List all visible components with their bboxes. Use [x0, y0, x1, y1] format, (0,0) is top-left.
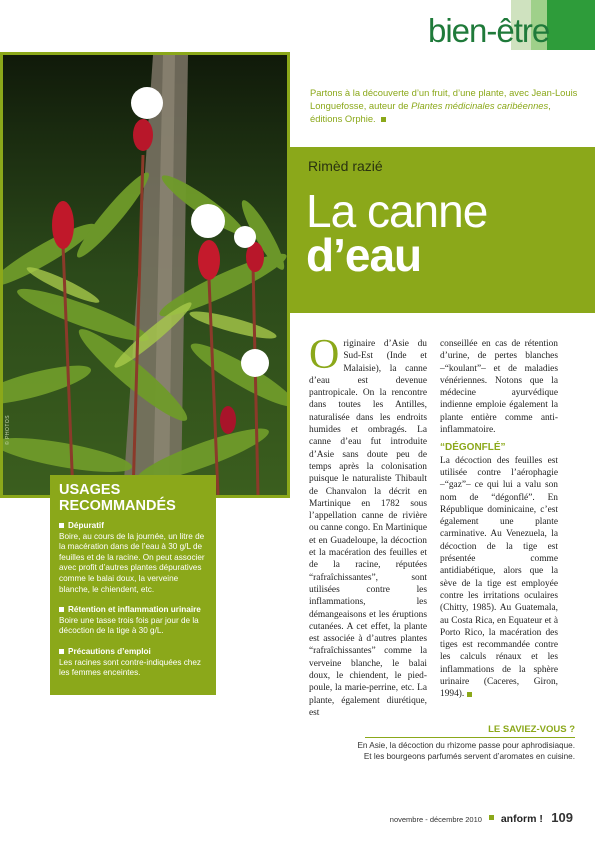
plant-illustration	[3, 55, 287, 495]
magazine-name: anform !	[500, 813, 543, 825]
article-intro	[310, 86, 580, 125]
usages-list	[59, 521, 211, 689]
bullet-square	[59, 607, 64, 612]
usages-box	[50, 475, 216, 695]
usage-item	[59, 605, 211, 637]
column-1-text: riginaire d’Asie du Sud-Est (Inde et Malaisie), la canne d’eau est devenue pantropicale. On la rencontre dans toutes les Antilles, naturalisée dans les endroits humides et ombragés. La canne d’eau fut introduite d’Asie sans doute peu de temps après la colonisation puisque le naturaliste Thibault de Chanvalon la décrit en Martinique en 1782 sous l’appellation canne de rivière ou canne congo. En Martinique et en Guadeloupe, la décoction et la macération des feuilles et de la racine, réputées “rafraîchissantes”, sont utilisées contre les inflammations, les démangeaisons et les éruptions cutanées. A cet effet, la plante est associée à d’autres plantes “rafraîchissantes” comme la verveine blanche, le balai doux, le chiendent, le pied-poule, la marie-perrine, etc. La plante, également diurétique, est	[309, 339, 427, 718]
header-bar-dark	[547, 0, 595, 50]
usages-title: USAGES RECOMMANDÉS	[59, 482, 176, 514]
end-mark	[467, 692, 472, 697]
article-column-1	[309, 332, 427, 719]
subheading: “DÉGONFLÉ”	[440, 442, 506, 454]
intro-text-after: , éditions Orphie.	[310, 100, 551, 124]
end-mark	[489, 815, 494, 820]
divider	[365, 737, 575, 738]
drop-cap: O	[309, 332, 340, 378]
column-2-text-b: La décoction des feuilles est utilisée contre l’aérophagie –“gaz”– ce qui lui a valu son nom de “dégonflé”. En République dominicaine, c’est également une plante carminative. Au Venezuela, la décoction de la tige est présentée comme antidiabétique, alors que la sève de la tige est employée contre les irritations oculaires (Chitty, 1985). Au Guatemala, au Costa Rica, en Equateur et à Porto Rico, la macération des tiges est recommandée contre les calculs rénaux et les inflammations de la sphère urinaire (Caceres, Giron, 1994).	[440, 455, 558, 700]
did-you-know-text: En Asie, la décoction du rhizome passe pour aphrodisiaque. Et les bourgeons parfumés servent d’aromates en cuisine.	[357, 741, 575, 761]
usage-item	[59, 521, 211, 595]
column-2-text-a: conseillée en cas de rétention d’urine, de pertes blanches –“koulant”– et de maladies vénériennes. Notons que la médecine ayurvédique indienne emploie également la plante entière comme anti-inflammatoire.	[440, 339, 558, 436]
bullet-square	[59, 649, 64, 654]
article-kicker: Rimèd razié	[308, 158, 383, 174]
section-title: bien-être	[428, 12, 550, 49]
article-title-line1: La canne	[306, 185, 488, 237]
end-mark	[381, 117, 386, 122]
photo-credit: © PHOTOS	[5, 414, 11, 445]
usage-item	[59, 647, 211, 679]
usage-item-title: Rétention et inflammation urinaire	[68, 605, 201, 615]
issue-date: novembre - décembre 2010	[389, 815, 482, 824]
did-you-know-box	[355, 724, 575, 763]
usage-item-text: Boire, au cours de la journée, un litre de la macération dans de l’eau à 30 g/L de feuilles et de la racine. On peut associer avec profit d’autres plantes dépuratives comme le balai doux, la verveine blanche, le chiendent, etc.	[59, 531, 205, 594]
did-you-know-title: LE SAVIEZ-VOUS ?	[488, 724, 575, 735]
intro-text-before: Partons à la découverte d’un fruit, d’une plante, avec Jean-Louis Longuefosse, auteur de	[310, 87, 578, 111]
page-footer	[390, 809, 573, 827]
article-title-line2: d’eau	[306, 229, 422, 281]
intro-book-title: Plantes médicinales caribéennes	[411, 100, 549, 111]
usage-item-title: Dépuratif	[68, 521, 104, 530]
usage-item-text: Les racines sont contre-indiquées chez les femmes enceintes.	[59, 657, 201, 678]
plant-photo	[3, 55, 287, 495]
usage-item-title: Précautions d’emploi	[68, 646, 151, 656]
bullet-square	[59, 523, 64, 528]
usage-item-text: Boire une tasse trois fois par jour de la décoction de la tige à 30 g/L.	[59, 615, 199, 636]
page-number: 109	[551, 810, 573, 825]
article-column-2	[440, 338, 558, 701]
